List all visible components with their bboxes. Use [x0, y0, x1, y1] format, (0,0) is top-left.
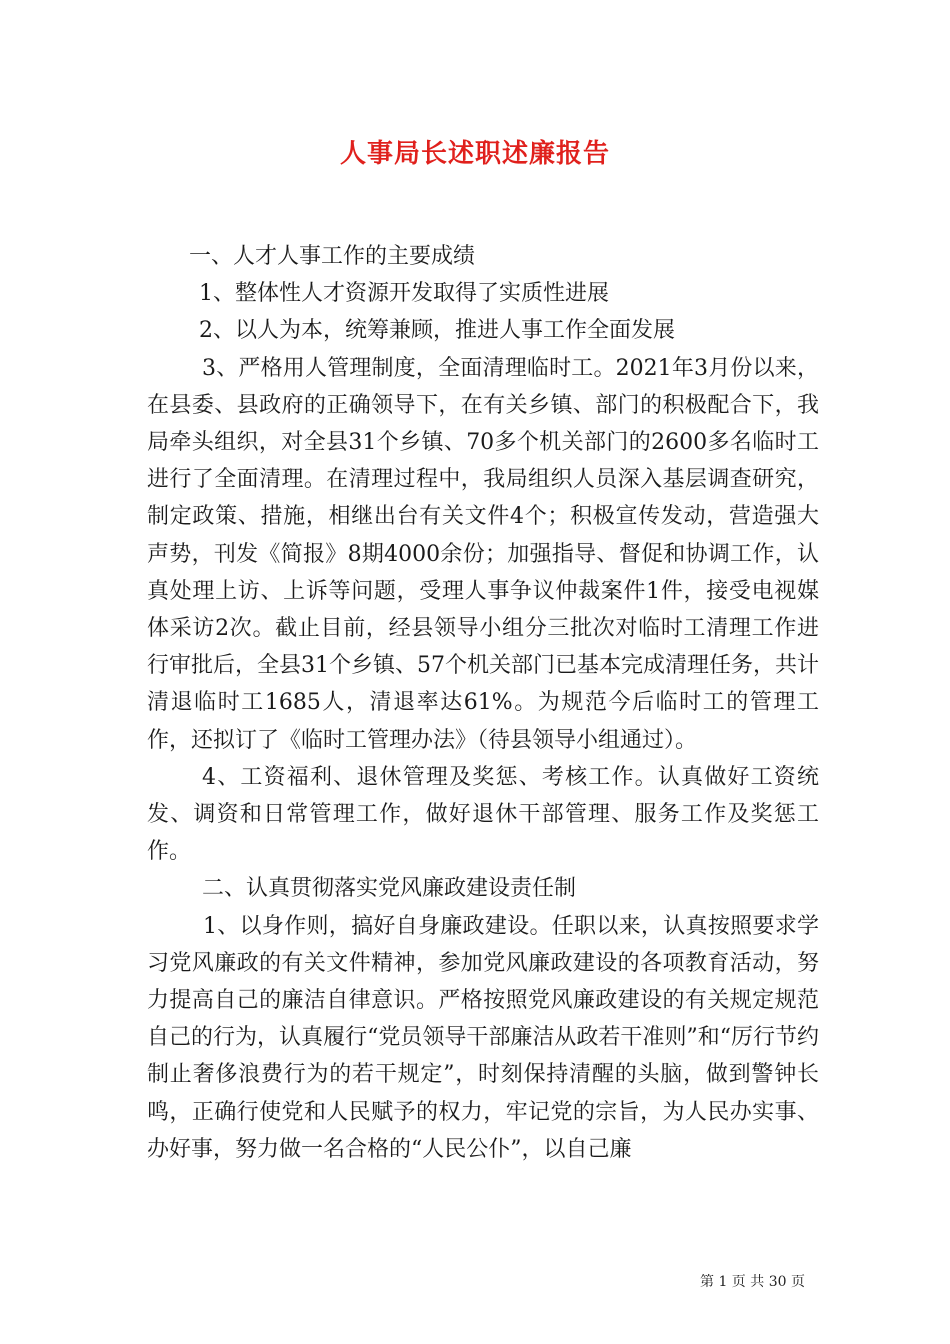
page-number-footer: 第 1 页 共 30 页 — [700, 1274, 805, 1290]
paragraph-1-4: 4、工资福利、退休管理及奖惩、考核工作。认真做好工资统发、调资和日常管理工作，做好退休干部管理、服务工作及奖惩工作。 — [147, 764, 819, 865]
section-heading-1: 一、人才人事工作的主要成绩 — [189, 244, 476, 269]
paragraph-1-3: 3、严格用人管理制度，全面清理临时工。2021年3月份以来，在县委、县政府的正确领导下，在有关乡镇、部门的积极配合下，我局牵头组织，对全县31个乡镇、70多个机关部门的2600多名临时工进行了全面清理。在清理过程中，我局组织人员深入基层调查研究，制定政策、措施，相继出台有关文件4个；积极宣传发动，营造强大声势，刊发《简报》8期4000余份；加强指导、督促和协调工作，认真处理上访、上诉等问题，受理人事争议仲裁案件1件，接受电视媒体采访2次。截止目前，经县领导小组分三批次对临时工清理工作进行审批后，全县31个乡镇、57个机关部门已基本完成清理任务，共计清退临时工1685人，清退率达61%。为规范今后临时工的管理工作，还拟订了《临时工管理办法》（待县领导小组通过）。 — [147, 355, 819, 753]
document-body — [147, 238, 819, 1168]
paragraph-2-1: 1、以身作则，搞好自身廉政建设。任职以来，认真按照要求学习党风廉政的有关文件精神，参加党风廉政建设的各项教育活动，努力提高自己的廉洁自律意识。严格按照党风廉政建设的有关规定规范自己的行为，认真履行“党员领导干部廉洁从政若干准则”和“厉行节约制止奢侈浪费行为的若干规定”，时刻保持清醒的头脑，做到警钟长鸣，正确行使党和人民赋予的权力，牢记党的宗旨，为人民办实事、办好事，努力做一名合格的“人民公仆”，以自己廉 — [147, 913, 819, 1162]
subheading-1-2: 2、以人为本，统筹兼顾，推进人事工作全面发展 — [199, 318, 675, 344]
section-heading-2: 二、认真贯彻落实党风廉政建设责任制 — [202, 876, 577, 902]
document-title: 人事局长述职述廉报告 — [339, 139, 610, 169]
subheading-1-1: 1、整体性人才资源开发取得了实质性进展 — [199, 281, 609, 307]
